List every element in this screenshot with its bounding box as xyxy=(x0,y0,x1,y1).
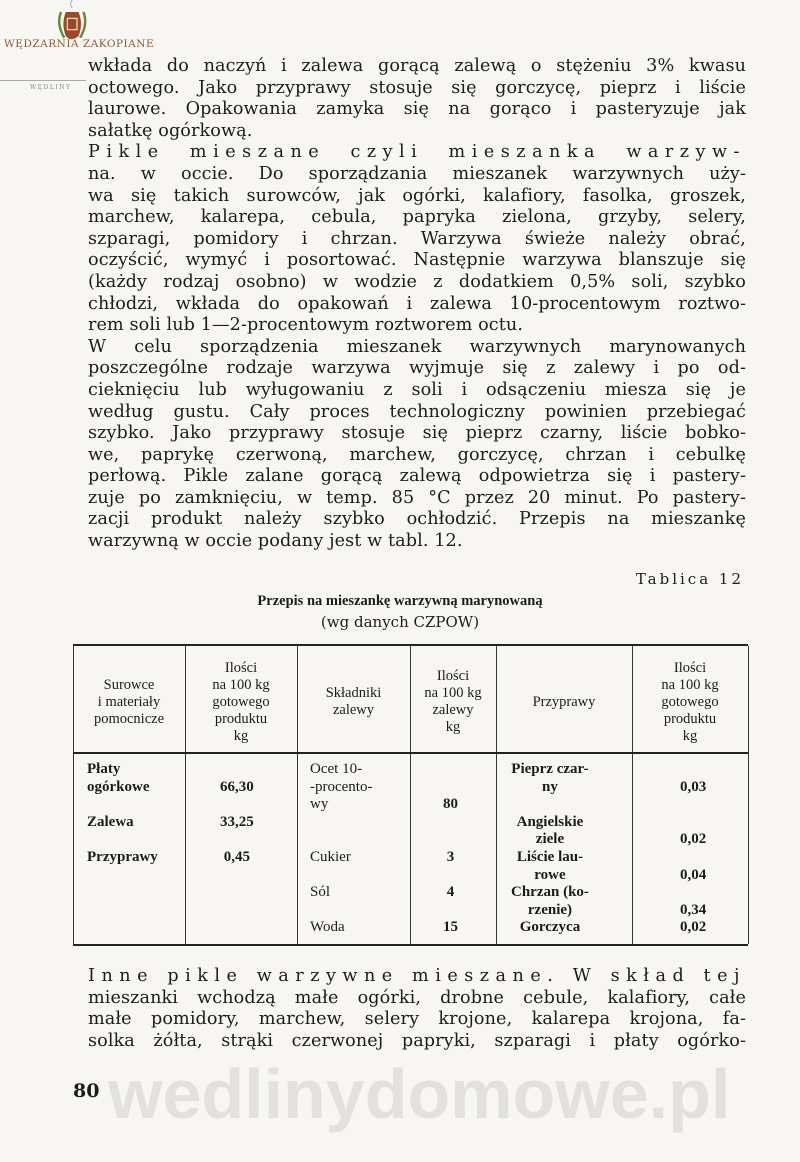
header-qty-product: Ilości na 100 kg gotowego produktu kg xyxy=(212,659,270,744)
text-line: zacji produkt należy szybko ochłodzić. Przepis na mieszankę xyxy=(88,509,746,530)
logo-divider xyxy=(0,80,86,81)
logo-emblem-icon xyxy=(8,0,138,40)
text-line: cieknięciu lub wyługowaniu z soli i odsączeniu miesza się je xyxy=(88,379,746,400)
recipe-table xyxy=(73,644,748,946)
text-line: wa się takich surowców, jak ogórki, kalafiory, fasolka, groszek, xyxy=(88,185,746,206)
text-line: perłową. Pikle zalane gorącą zalewą odpowietrza się i pastery- xyxy=(88,466,746,487)
logo-brand: WĘDZARNIA ZAKOPIANE xyxy=(4,38,155,50)
col-qty-spices: 0,03 0,02 0,04 0,34 0,02 xyxy=(680,778,707,936)
body-text-top xyxy=(88,56,746,553)
header-rule xyxy=(73,752,748,754)
table-border xyxy=(748,646,749,944)
col-brine-ingredients: Ocet 10- -procento- wy Cukier Sól Woda xyxy=(310,761,373,936)
text-line: szybko. Jako przyprawy stosuje się pieprz czarny, liście bobko- xyxy=(88,423,746,444)
text-line: rem soli lub 1—2-procentowym roztworem octu. xyxy=(88,315,524,336)
text-line: sałatkę ogórkową. xyxy=(88,120,253,141)
text-line: (każdy rodzaj osobno) w wodzie z dodatkiem 0,5% soli, szybko xyxy=(88,271,746,292)
text-line: we, paprykę czerwoną, marchew, gorczycę, chrzan i cebulkę xyxy=(88,444,746,465)
header-brine-ingredients: Składniki zalewy xyxy=(325,685,382,718)
table-title: Przepis na mieszankę warzywną marynowaną xyxy=(257,593,543,609)
text-line: W celu sporządzenia mieszanek warzywnych marynowanych xyxy=(88,336,746,357)
col-spices: Pieprz czar- ny Angielskie ziele Liście lau- rowe Chrzan (ko- rzenie) Gorczyca xyxy=(511,761,589,936)
page-number: 80 xyxy=(73,1080,100,1102)
text-line: chłodzi, wkłada do opakowań i zalewa 10-procentowym roztwo- xyxy=(88,293,746,314)
table-subtitle: (wg danych CZPOW) xyxy=(320,613,480,631)
watermark: wedlinydomowe.pl xyxy=(108,1055,731,1133)
col-raw-materials: Płaty ogórkowe Zalewa Przyprawy xyxy=(87,761,158,865)
text-line: na. w occie. Do sporządzania mieszanek warzywnych uży- xyxy=(88,163,746,184)
text-line: poszczególne rodzaje warzywa wyjmuje się z zalewy i po od- xyxy=(88,358,746,379)
text-line: zuje po zamknięciu, w temp. 85 °C przez 20 minut. Po pastery- xyxy=(88,487,746,508)
text-line: małe pomidory, marchew, selery krojone, kalarepa krojona, fa- xyxy=(88,1009,746,1030)
table-number: Tablica 12 xyxy=(635,570,744,588)
text-line: Pikle mieszane czyli mieszanka warzyw- xyxy=(88,142,746,163)
text-line: oczyścić, wymyć i posortować. Następnie warzywa blanszuje się xyxy=(88,250,746,271)
text-line: szparagi, pomidory i chrzan. Warzywa świeże należy obrać, xyxy=(88,228,746,249)
header-spices: Przyprawy xyxy=(532,693,596,710)
text-line: Inne pikle warzywne mieszane. W skład tej xyxy=(88,966,746,986)
logo-sub: WĘDLINY xyxy=(30,84,72,91)
text-line: octowego. Jako przyprawy stosuje się gorczycę, pieprz i liście xyxy=(88,77,746,98)
col-qty-product: 66,30 33,25 0,45 xyxy=(220,778,254,865)
text-line: według gustu. Cały proces technologiczny powinien przebiegać xyxy=(88,401,746,422)
header-qty-product-spices: Ilości na 100 kg gotowego produktu kg xyxy=(661,659,719,744)
logo xyxy=(8,0,138,40)
header-qty-brine: Ilości na 100 kg zalewy kg xyxy=(424,668,482,735)
col-qty-brine: 80 3 4 15 xyxy=(443,796,458,936)
text-line: marchew, kalarepa, cebula, papryka zielona, grzyby, selery, xyxy=(88,207,746,228)
header-raw-materials: Surowce i materiały pomocnicze xyxy=(93,676,165,727)
body-text-bottom xyxy=(88,966,746,1052)
text-line: mieszanki wchodzą małe ogórki, drobne cebule, kalafiory, całe xyxy=(88,987,746,1008)
text-line: solka żółta, strąki czerwonej papryki, szparagi i płaty ogórko- xyxy=(88,1030,746,1051)
text-line: warzywną w occie podany jest w tabl. 12. xyxy=(88,531,463,552)
text-line: wkłada do naczyń i zalewa gorącą zalewą o stężeniu 3% kwasu xyxy=(88,56,746,76)
text-line: laurowe. Opakowania zamyka się na gorąco i pasteryzuje jak xyxy=(88,99,746,120)
